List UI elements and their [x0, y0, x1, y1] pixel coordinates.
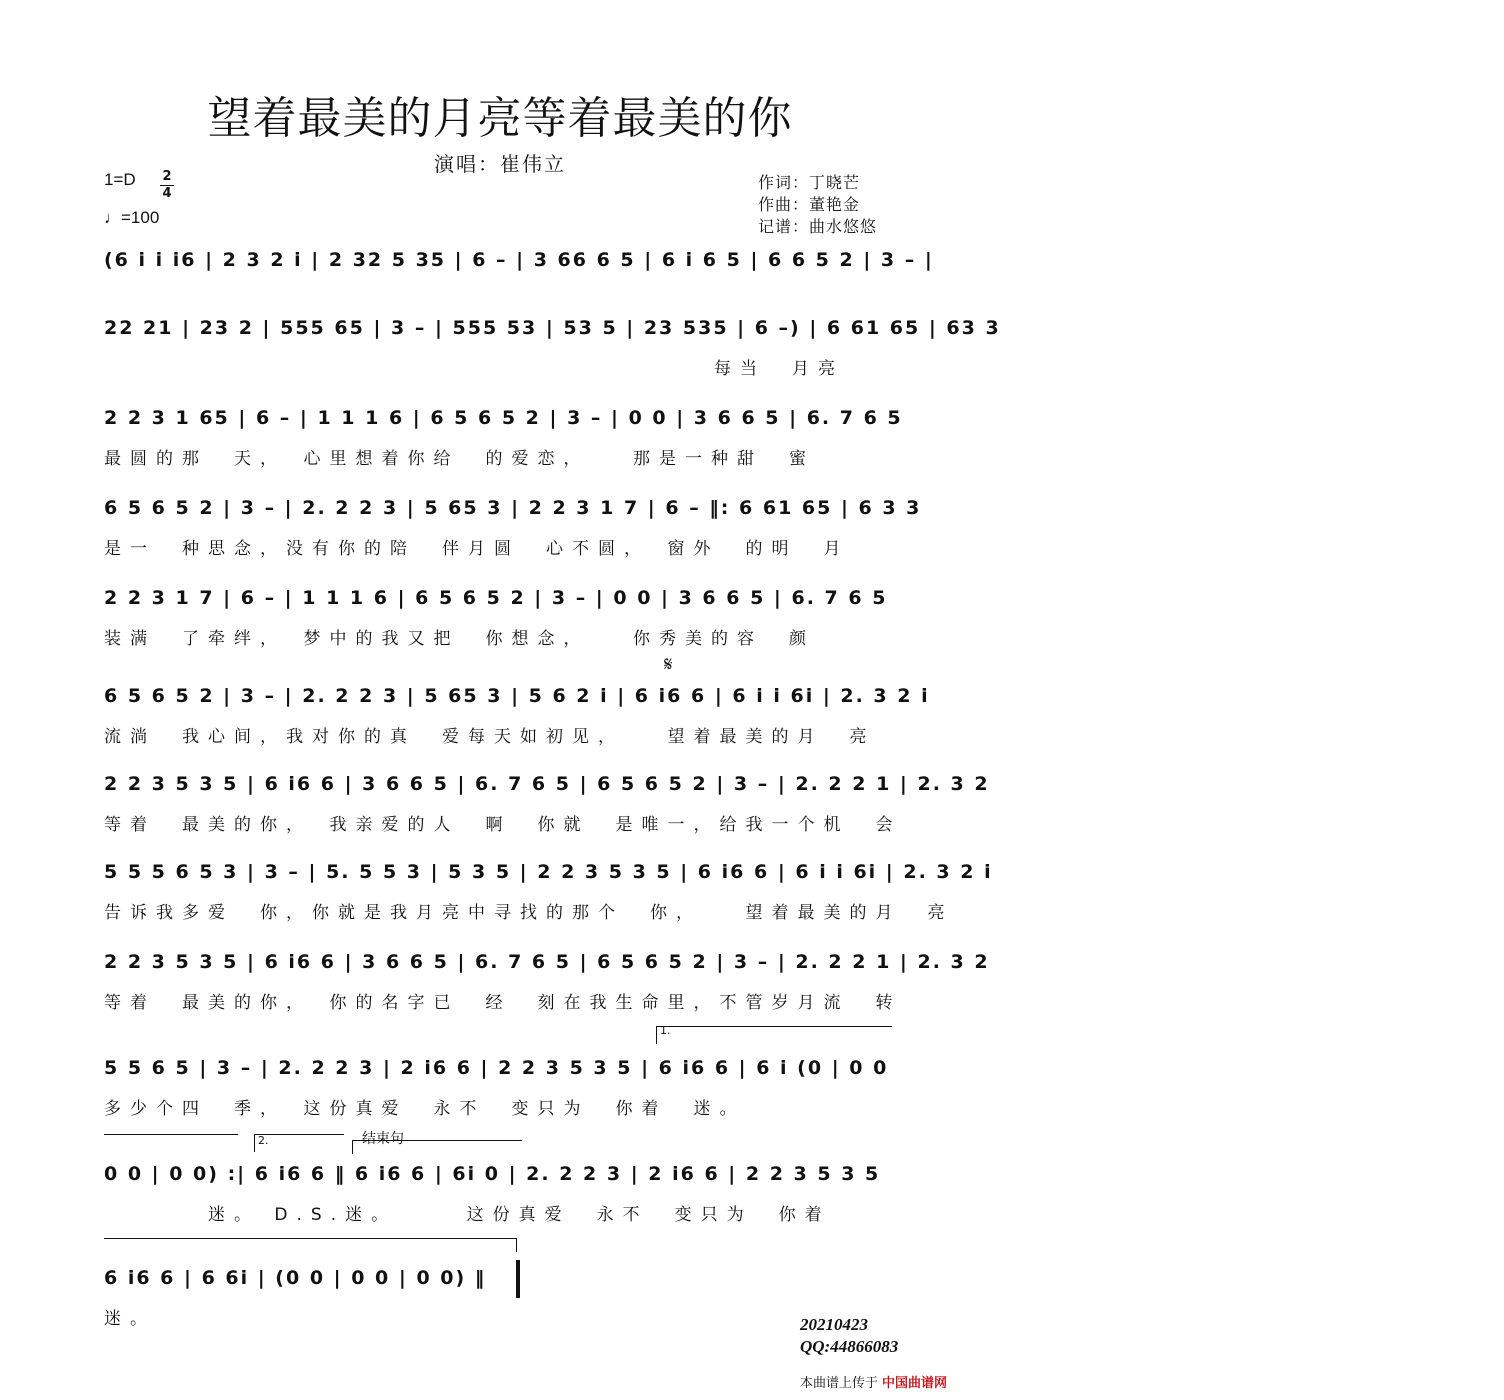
credits-block [758, 172, 877, 238]
lyrics-line: 迷。 [104, 1309, 156, 1329]
notation-line: 2 2 3 5 3 5 | 6 i6 6 | 3 6 6 5 | 6. 7 6 5 | 6 5 6 5 2 | 3 – | 2. 2 2 1 | 2. 3 2 [104, 951, 990, 973]
lyrics-line: 迷。 D.S.迷。 这份真爱 永不 变只为 你着 [104, 1205, 831, 1225]
key-signature: 1=D [104, 170, 136, 189]
segno-mark: 𝄋 [664, 652, 673, 676]
notation-line: 2 2 3 1 7 | 6 – | 1 1 1 6 | 6 5 6 5 2 | 3 – | 0 0 | 3 6 6 5 | 6. 7 6 5 [104, 587, 888, 609]
lyrics-line: 告诉我多爱 你，你就是我月亮中寻找的那个 你， 望着最美的月 亮 [104, 903, 954, 923]
upload-text: 本曲谱上传于 [800, 1376, 879, 1391]
notation-line: 6 5 6 5 2 | 3 – | 2. 2 2 3 | 5 65 3 | 2 2 3 1 7 | 6 – ‖: 6 61 65 | 6 3 3 [104, 497, 922, 519]
qq-text: QQ:44866083 [800, 1337, 899, 1356]
lyrics-line: 等着 最美的你， 你的名字已 经 刻在我生命里，不管岁月流 转 [104, 993, 902, 1013]
coda-vert [516, 1238, 517, 1252]
site-logo[interactable]: 中国曲谱网 [882, 1376, 948, 1391]
tempo-marking: ♩=100 [104, 208, 160, 227]
notation-line: 22 21 | 23 2 | 555 65 | 3 – | 555 53 | 53 5 | 23 535 | 6 –) | 6 61 65 | 63 3 [104, 317, 1001, 339]
notation-line: (6 i i i6 | 2 3 2 i | 2 32 5 35 | 6 – | 3 66 6 5 | 6 i 6 5 | 6 6 5 2 | 3 – | [104, 249, 934, 271]
volta-continue-line [104, 1134, 238, 1135]
lyrics-line: 多少个四 季， 这份真爱 永不 变只为 你着 迷。 [104, 1099, 746, 1119]
notation-line: 2 2 3 5 3 5 | 6 i6 6 | 3 6 6 5 | 6. 7 6 5 | 6 5 6 5 2 | 3 – | 2. 2 2 1 | 2. 3 2 [104, 773, 990, 795]
volta-one-line [656, 1026, 892, 1027]
lyrics-line: 流淌 我心间，我对你的真 爱每天如初见， 望着最美的月 亮 [104, 727, 876, 747]
notation-line: 2 2 3 1 65 | 6 – | 1 1 1 6 | 6 5 6 5 2 | 3 – | 0 0 | 3 6 6 5 | 6. 7 6 5 [104, 407, 903, 429]
notation-line: 6 5 6 5 2 | 3 – | 2. 2 2 3 | 5 65 3 | 5 6 2 i | 6 i6 6 | 6 i i 6i | 2. 3 2 i [104, 685, 930, 707]
singer-credit: 演唱：崔伟立 [434, 152, 566, 176]
end-phrase-vert [352, 1140, 353, 1154]
volta-two-label: 2. [258, 1134, 269, 1147]
notation-line: 5 5 6 5 | 3 – | 2. 2 2 3 | 2 i6 6 | 2 2 3 5 3 5 | 6 i6 6 | 6 i (0 | 0 0 [104, 1057, 889, 1079]
lyrics-line: 等着 最美的你， 我亲爱的人 啊 你就 是唯一，给我一个机 会 [104, 815, 902, 835]
coda-line [104, 1238, 516, 1239]
notation-line: 6 i6 6 | 6 6i | (0 0 | 0 0 | 0 0) ‖ [104, 1267, 487, 1289]
page-title: 望着最美的月亮等着最美的你 [207, 93, 793, 144]
date-text: 20210423 [800, 1315, 868, 1334]
notation-line: 5 5 5 6 5 3 | 3 – | 5. 5 5 3 | 5 3 5 | 2 2 3 5 3 5 | 6 i6 6 | 6 i i 6i | 2. 3 2 i [104, 861, 993, 883]
lyrics-line: 最圆的那 天， 心里想着你给 的爱恋， 那是一种甜 蜜 [104, 449, 815, 469]
lyricist-credit: 作词：丁晓芒 [758, 173, 861, 192]
volta-one-vert [656, 1026, 657, 1044]
composer-credit: 作曲：董艳金 [758, 195, 861, 214]
notation-line: 0 0 | 0 0) :| 6 i6 6 ‖ 6 i6 6 | 6i 0 | 2. 2 2 3 | 2 i6 6 | 2 2 3 5 3 5 [104, 1163, 881, 1185]
lyrics-line: 每当 月亮 [714, 359, 844, 379]
final-barline [516, 1260, 520, 1298]
lyrics-line: 是一 种思念，没有你的陪 伴月圆 心不圆， 窗外 的明 月 [104, 539, 850, 559]
transcriber-credit: 记谱：曲水悠悠 [758, 217, 878, 236]
time-signature [160, 170, 174, 201]
end-phrase-label: 结束句 [362, 1131, 404, 1147]
date-stamp [800, 1314, 898, 1358]
volta-one-label: 1. [660, 1024, 671, 1037]
footer-watermark[interactable] [800, 1372, 998, 1396]
time-signature-bottom: 4 [162, 186, 172, 201]
lyrics-line: 装满 了牵绊， 梦中的我又把 你想念， 你秀美的容 颜 [104, 629, 815, 649]
time-signature-top: 2 [162, 169, 172, 184]
volta-two-vert [254, 1134, 255, 1152]
